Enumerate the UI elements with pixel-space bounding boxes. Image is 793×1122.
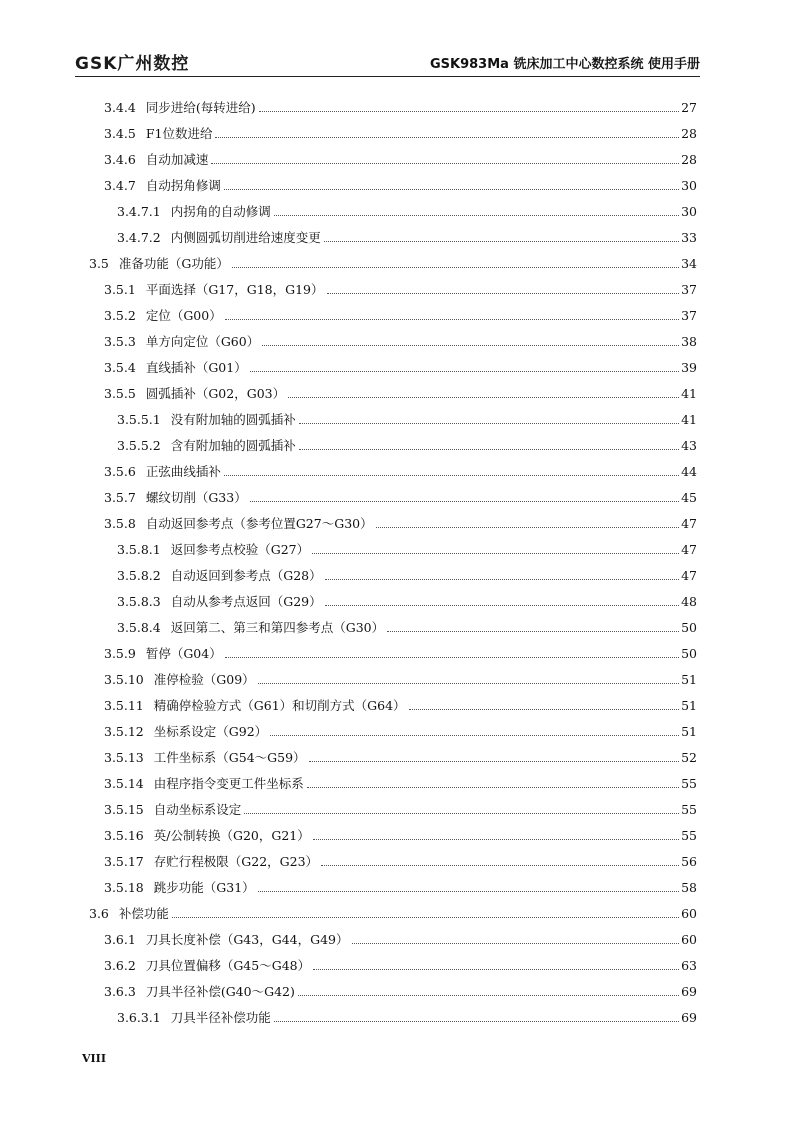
toc-entry-number: 3.5.8.1 [117, 542, 161, 557]
toc-dot-leader [324, 241, 679, 242]
toc-entry-page: 48 [681, 594, 697, 609]
toc-entry-number: 3.5.3 [104, 334, 136, 349]
toc-entry[interactable] [104, 666, 697, 688]
toc-dot-leader [259, 111, 680, 112]
toc-entry-title: 内侧圆弧切削进给速度变更 [170, 230, 321, 245]
toc-entry[interactable] [117, 224, 697, 246]
toc-dot-leader [299, 423, 679, 424]
toc-entry[interactable] [104, 640, 697, 662]
toc-entry-page: 47 [681, 542, 697, 557]
toc-entry-number: 3.5.6 [104, 464, 136, 479]
toc-entry-page: 41 [681, 412, 697, 427]
toc-entry-title: 圆弧插补（G02，G03） [145, 386, 286, 401]
toc-entry-page: 37 [681, 282, 697, 297]
toc-entry-title: 刀具位置偏移（G45～G48） [145, 958, 311, 973]
toc-dot-leader [321, 865, 679, 866]
page-number: VIII [82, 1052, 106, 1065]
toc-entry-title: 精确停检验方式（G61）和切削方式（G64） [153, 698, 406, 713]
toc-entry-number: 3.5.10 [104, 672, 144, 687]
toc-entry-title: 坐标系设定（G92） [153, 724, 268, 739]
toc-entry-number: 3.5.16 [104, 828, 144, 843]
toc-entry-number: 3.5.7 [104, 490, 136, 505]
toc-entry-number: 3.6.3.1 [117, 1010, 161, 1025]
toc-entry[interactable] [104, 744, 697, 766]
toc-entry-page: 51 [681, 724, 697, 739]
toc-dot-leader [270, 735, 679, 736]
toc-entry-page: 28 [681, 126, 697, 141]
toc-entry[interactable] [117, 536, 697, 558]
toc-entry-number: 3.5.12 [104, 724, 144, 739]
toc-entry-number: 3.5.14 [104, 776, 144, 791]
toc-dot-leader [225, 657, 679, 658]
toc-entry-title: 刀具半径补偿(G40～G42) [145, 984, 295, 999]
toc-entry-page: 55 [681, 802, 697, 817]
toc-entry-number: 3.6.3 [104, 984, 136, 999]
toc-dot-leader [225, 319, 679, 320]
toc-entry-page: 47 [681, 568, 697, 583]
toc-entry-number: 3.4.7 [104, 178, 136, 193]
toc-entry-page: 50 [681, 620, 697, 635]
toc-dot-leader [258, 891, 679, 892]
toc-dot-leader [352, 943, 680, 944]
toc-dot-leader [172, 917, 679, 918]
toc-dot-leader [313, 969, 679, 970]
toc-entry-title: 内拐角的自动修调 [170, 204, 271, 219]
toc-dot-leader [250, 371, 679, 372]
toc-entry[interactable] [104, 120, 697, 142]
toc-dot-leader [244, 813, 679, 814]
toc-dot-leader [224, 475, 679, 476]
toc-entry-title: 正弦曲线插补 [145, 464, 221, 479]
toc-entry-title: 暂停（G04） [145, 646, 222, 661]
toc-dot-leader [312, 553, 679, 554]
toc-dot-leader [211, 163, 679, 164]
toc-dot-leader [215, 137, 679, 138]
toc-entry-title: 自动拐角修调 [145, 178, 221, 193]
header-divider [75, 76, 700, 77]
toc-entry-page: 39 [681, 360, 697, 375]
toc-entry-page: 63 [681, 958, 697, 973]
toc-entry-page: 60 [681, 906, 697, 921]
toc-entry[interactable] [117, 432, 697, 454]
toc-entry-page: 30 [681, 204, 697, 219]
toc-entry-title: 同步进给(每转进给) [145, 100, 256, 115]
toc-entry-title: 单方向定位（G60） [145, 334, 260, 349]
toc-entry-page: 55 [681, 776, 697, 791]
toc-entry-title: 螺纹切削（G33） [145, 490, 247, 505]
toc-entry-title: 刀具半径补偿功能 [170, 1010, 271, 1025]
manual-title: GSK983Ma 铣床加工中心数控系统 使用手册 [429, 57, 700, 72]
toc-entry-page: 41 [681, 386, 697, 401]
toc-entry-number: 3.5.13 [104, 750, 144, 765]
toc-entry-page: 30 [681, 178, 697, 193]
toc-entry-title: 由程序指令变更工件坐标系 [153, 776, 304, 791]
toc-entry[interactable] [104, 484, 697, 506]
toc-entry-number: 3.5.17 [104, 854, 144, 869]
toc-entry-title: 自动加减速 [145, 152, 209, 167]
toc-entry[interactable] [104, 770, 697, 792]
toc-entry[interactable] [104, 146, 697, 168]
toc-entry[interactable] [104, 796, 697, 818]
toc-entry-title: 平面选择（G17，G18，G19） [145, 282, 324, 297]
toc-entry[interactable] [104, 380, 697, 402]
toc-dot-leader [313, 839, 679, 840]
toc-entry-title: 英/公制转换（G20，G21） [153, 828, 310, 843]
toc-dot-leader [288, 397, 679, 398]
toc-entry-number: 3.5.8 [104, 516, 136, 531]
toc-entry[interactable] [89, 900, 697, 922]
toc-entry[interactable] [104, 692, 697, 714]
toc-entry-title: 定位（G00） [145, 308, 222, 323]
toc-entry-number: 3.5.5.1 [117, 412, 161, 427]
toc-entry[interactable] [117, 1004, 697, 1026]
toc-entry[interactable] [104, 172, 697, 194]
toc-entry-number: 3.5.4 [104, 360, 136, 375]
toc-entry-page: 37 [681, 308, 697, 323]
toc-entry-page: 43 [681, 438, 697, 453]
toc-dot-leader [262, 345, 679, 346]
toc-entry[interactable] [117, 614, 697, 636]
toc-entry-title: 工件坐标系（G54～G59） [153, 750, 306, 765]
toc-dot-leader [224, 189, 679, 190]
toc-entry[interactable] [104, 926, 697, 948]
toc-entry-title: 存贮行程极限（G22，G23） [153, 854, 319, 869]
toc-entry-page: 51 [681, 672, 697, 687]
toc-entry-number: 3.6 [89, 906, 109, 921]
toc-entry-number: 3.4.4 [104, 100, 136, 115]
toc-entry-page: 47 [681, 516, 697, 531]
toc-entry[interactable] [104, 874, 697, 896]
toc-dot-leader [274, 215, 679, 216]
toc-entry-page: 52 [681, 750, 697, 765]
toc-entry[interactable] [104, 952, 697, 974]
toc-entry-title: 自动返回参考点（参考位置G27～G30） [145, 516, 373, 531]
toc-dot-leader [258, 683, 679, 684]
toc-entry-page: 56 [681, 854, 697, 869]
toc-dot-leader [309, 761, 680, 762]
toc-entry-number: 3.5.5.2 [117, 438, 161, 453]
toc-dot-leader [307, 787, 679, 788]
toc-entry-number: 3.6.2 [104, 958, 136, 973]
toc-entry-title: 含有附加轴的圆弧插补 [170, 438, 296, 453]
toc-dot-leader [325, 605, 679, 606]
toc-entry-title: 返回第二、第三和第四参考点（G30） [170, 620, 385, 635]
toc-entry[interactable] [104, 94, 697, 116]
toc-entry-title: 准停检验（G09） [153, 672, 255, 687]
toc-entry[interactable] [104, 978, 697, 1000]
toc-entry-number: 3.4.6 [104, 152, 136, 167]
toc-entry-title: 自动返回到参考点（G28） [170, 568, 322, 583]
toc-entry[interactable] [104, 458, 697, 480]
toc-entry-number: 3.6.1 [104, 932, 136, 947]
toc-entry-page: 38 [681, 334, 697, 349]
toc-entry[interactable] [104, 354, 697, 376]
toc-entry[interactable] [117, 198, 697, 220]
toc-entry-number: 3.5.15 [104, 802, 144, 817]
toc-entry[interactable] [104, 328, 697, 350]
toc-entry-title: 没有附加轴的圆弧插补 [170, 412, 296, 427]
toc-entry-title: 准备功能（G功能） [118, 256, 229, 271]
toc-entry-page: 69 [681, 984, 697, 999]
toc-entry-number: 3.5.11 [104, 698, 144, 713]
toc-entry-number: 3.5.8.2 [117, 568, 161, 583]
toc-entry-number: 3.5.8.4 [117, 620, 161, 635]
toc-dot-leader [298, 995, 679, 996]
toc-entry[interactable] [117, 406, 697, 428]
toc-dot-leader [232, 267, 679, 268]
toc-entry-title: 刀具长度补偿（G43，G44，G49） [145, 932, 349, 947]
toc-dot-leader [409, 709, 680, 710]
toc-entry-page: 34 [681, 256, 697, 271]
toc-entry-title: 自动坐标系设定 [153, 802, 242, 817]
toc-entry-title: 补偿功能 [118, 906, 169, 921]
toc-entry-title: F1位数进给 [145, 126, 213, 141]
toc-entry-page: 28 [681, 152, 697, 167]
toc-entry-page: 50 [681, 646, 697, 661]
toc-entry-page: 33 [681, 230, 697, 245]
toc-entry-page: 44 [681, 464, 697, 479]
toc-entry-page: 58 [681, 880, 697, 895]
toc-dot-leader [387, 631, 679, 632]
toc-entry-number: 3.5.2 [104, 308, 136, 323]
toc-entry[interactable] [117, 588, 697, 610]
page-header [75, 50, 700, 76]
toc-entry-number: 3.5 [89, 256, 109, 271]
toc-entry-number: 3.5.5 [104, 386, 136, 401]
toc-entry-number: 3.4.5 [104, 126, 136, 141]
toc-entry-page: 55 [681, 828, 697, 843]
toc-entry-page: 45 [681, 490, 697, 505]
toc-entry-number: 3.5.8.3 [117, 594, 161, 609]
toc-entry-number: 3.5.9 [104, 646, 136, 661]
toc-entry[interactable] [104, 718, 697, 740]
toc-entry-number: 3.5.1 [104, 282, 136, 297]
logo-text: GSK广州数控 [75, 53, 190, 74]
toc-entry-page: 27 [681, 100, 697, 115]
toc-entry[interactable] [117, 562, 697, 584]
toc-entry-number: 3.4.7.2 [117, 230, 161, 245]
toc-entry-number: 3.4.7.1 [117, 204, 161, 219]
toc-entry-page: 60 [681, 932, 697, 947]
toc-dot-leader [250, 501, 679, 502]
gsk-logo [75, 50, 189, 72]
toc-dot-leader [274, 1021, 679, 1022]
toc-entry[interactable] [104, 848, 697, 870]
toc-entry-title: 跳步功能（G31） [153, 880, 255, 895]
toc-entry-title: 直线插补（G01） [145, 360, 247, 375]
toc-entry[interactable] [104, 276, 697, 298]
toc-entry[interactable] [89, 250, 697, 272]
toc-entry[interactable] [104, 822, 697, 844]
toc-dot-leader [325, 579, 679, 580]
toc-entry-number: 3.5.18 [104, 880, 144, 895]
toc-entry[interactable] [104, 302, 697, 324]
toc-entry-page: 51 [681, 698, 697, 713]
toc-entry-title: 返回参考点校验（G27） [170, 542, 310, 557]
toc-dot-leader [376, 527, 679, 528]
toc-entry-page: 69 [681, 1010, 697, 1025]
toc-entry-title: 自动从参考点返回（G29） [170, 594, 322, 609]
toc-entry[interactable] [104, 510, 697, 532]
toc-dot-leader [299, 449, 679, 450]
toc-dot-leader [327, 293, 680, 294]
